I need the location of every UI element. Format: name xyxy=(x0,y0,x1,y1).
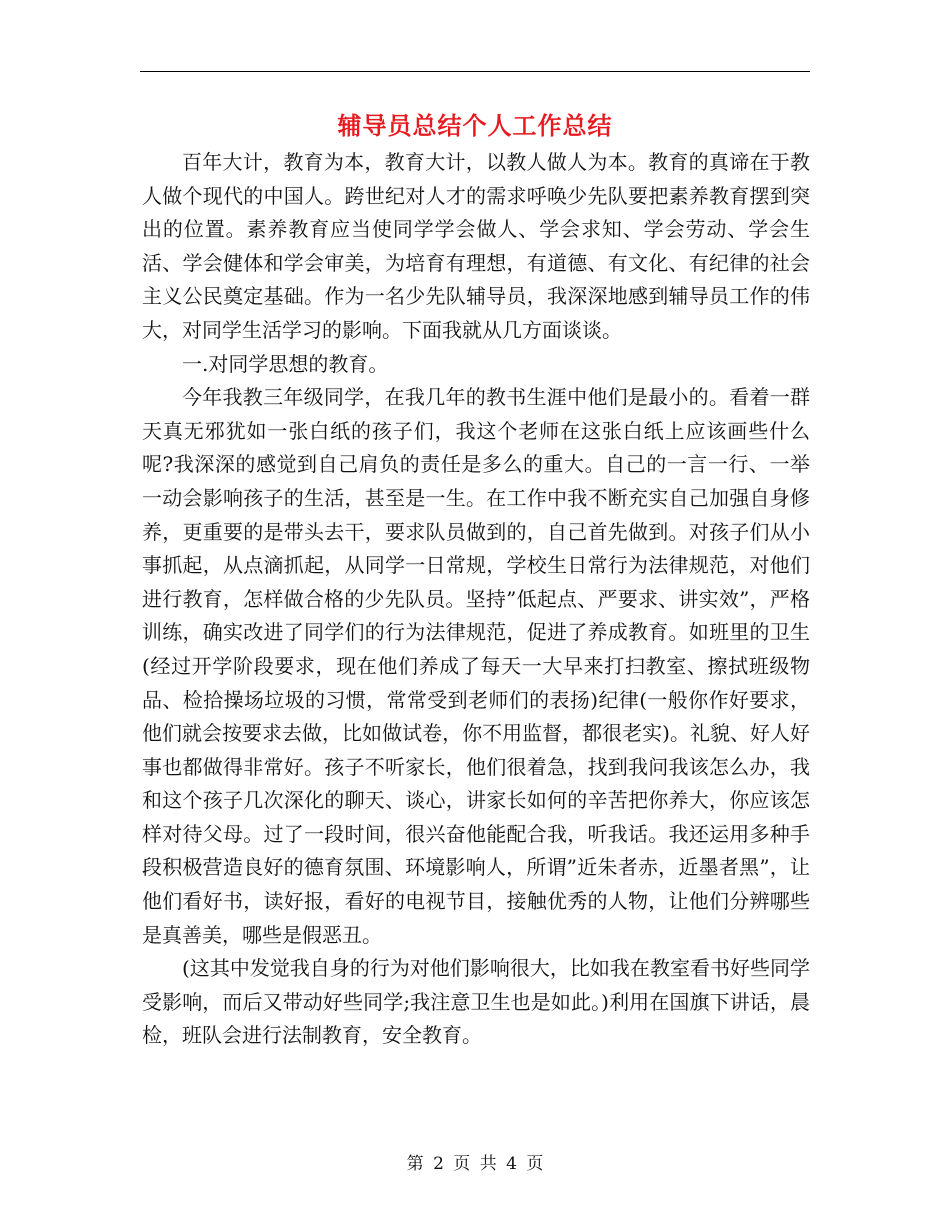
paragraph-intro: 百年大计，教育为本，教育大计，以教人做人为本。教育的真谛在于教人做个现代的中国人。跨世纪对人才的需求呼唤少先队要把素养教育摆到突出的位置。素养教育应当使同学学会做人、学会求知、学会劳动、学会生活、学会健体和学会审美，为培育有理想，有道德、有文化、有纪律的社会主义公民奠定基础。作为一名少先队辅导员，我深深地感到辅导员工作的伟大，对同学生活学习的影响。下面我就从几方面谈谈。 xyxy=(142,150,810,342)
page-number: 第 2 页 共 4 页 xyxy=(406,1154,544,1174)
paragraph-closing: (这其中发觉我自身的行为对他们影响很大，比如我在教室看书好些同学受影响，而后又带动好些同学;我注意卫生也是如此。)利用在国旗下讲话，晨检，班队会进行法制教育，安全教育。 xyxy=(142,956,810,1048)
paragraph-main: 今年我教三年级同学，在我几年的教书生涯中他们是最小的。看着一群天真无邪犹如一张白纸的孩子们，我这个老师在这张白纸上应该画些什么呢?我深深的感觉到自己肩负的责任是多么的重大。自己的一言一行、一举一动会影响孩子的生活，甚至是一生。在工作中我不断充实自己加强自身修养，更重要的是带头去干，要求队员做到的，自己首先做到。对孩子们从小事抓起，从点滴抓起，从同学一日常规，学校生日常行为法律规范，对他们进行教育，怎样做合格的少先队员。坚持”低起点、严要求、讲实效”，严格训练，确实改进了同学们的行为法律规范，促进了养成教育。如班里的卫生(经过开学阶段要求，现在他们养成了每天一大早来打扫教室、擦拭班级物品、检拾操场垃圾的习惯，常常受到老师们的表扬)纪律(一般你作好要求，他们就会按要求去做，比如做试卷，你不用监督，都很老实)。礼貌、好人好事也都做得非常好。孩子不听家长，他们很着急，找到我问我该怎么办，我和这个孩子几次深化的聊天、谈心，讲家长如何的辛苦把你养大，你应该怎样对待父母。过了一段时间，很兴奋他能配合我，听我话。我还运用多种手段积极营造良好的德育氛围、环境影响人，所谓”近朱者赤，近墨者黑”，让他们看好书，读好报，看好的电视节目，接触优秀的人物，让他们分辨哪些是真善美，哪些是假恶丑。 xyxy=(142,385,810,947)
header-rule xyxy=(140,71,810,72)
document-body xyxy=(142,146,810,1053)
document-title: 辅导员总结个人工作总结 xyxy=(337,111,613,140)
section-heading: 一.对同学思想的教育。 xyxy=(182,351,389,376)
